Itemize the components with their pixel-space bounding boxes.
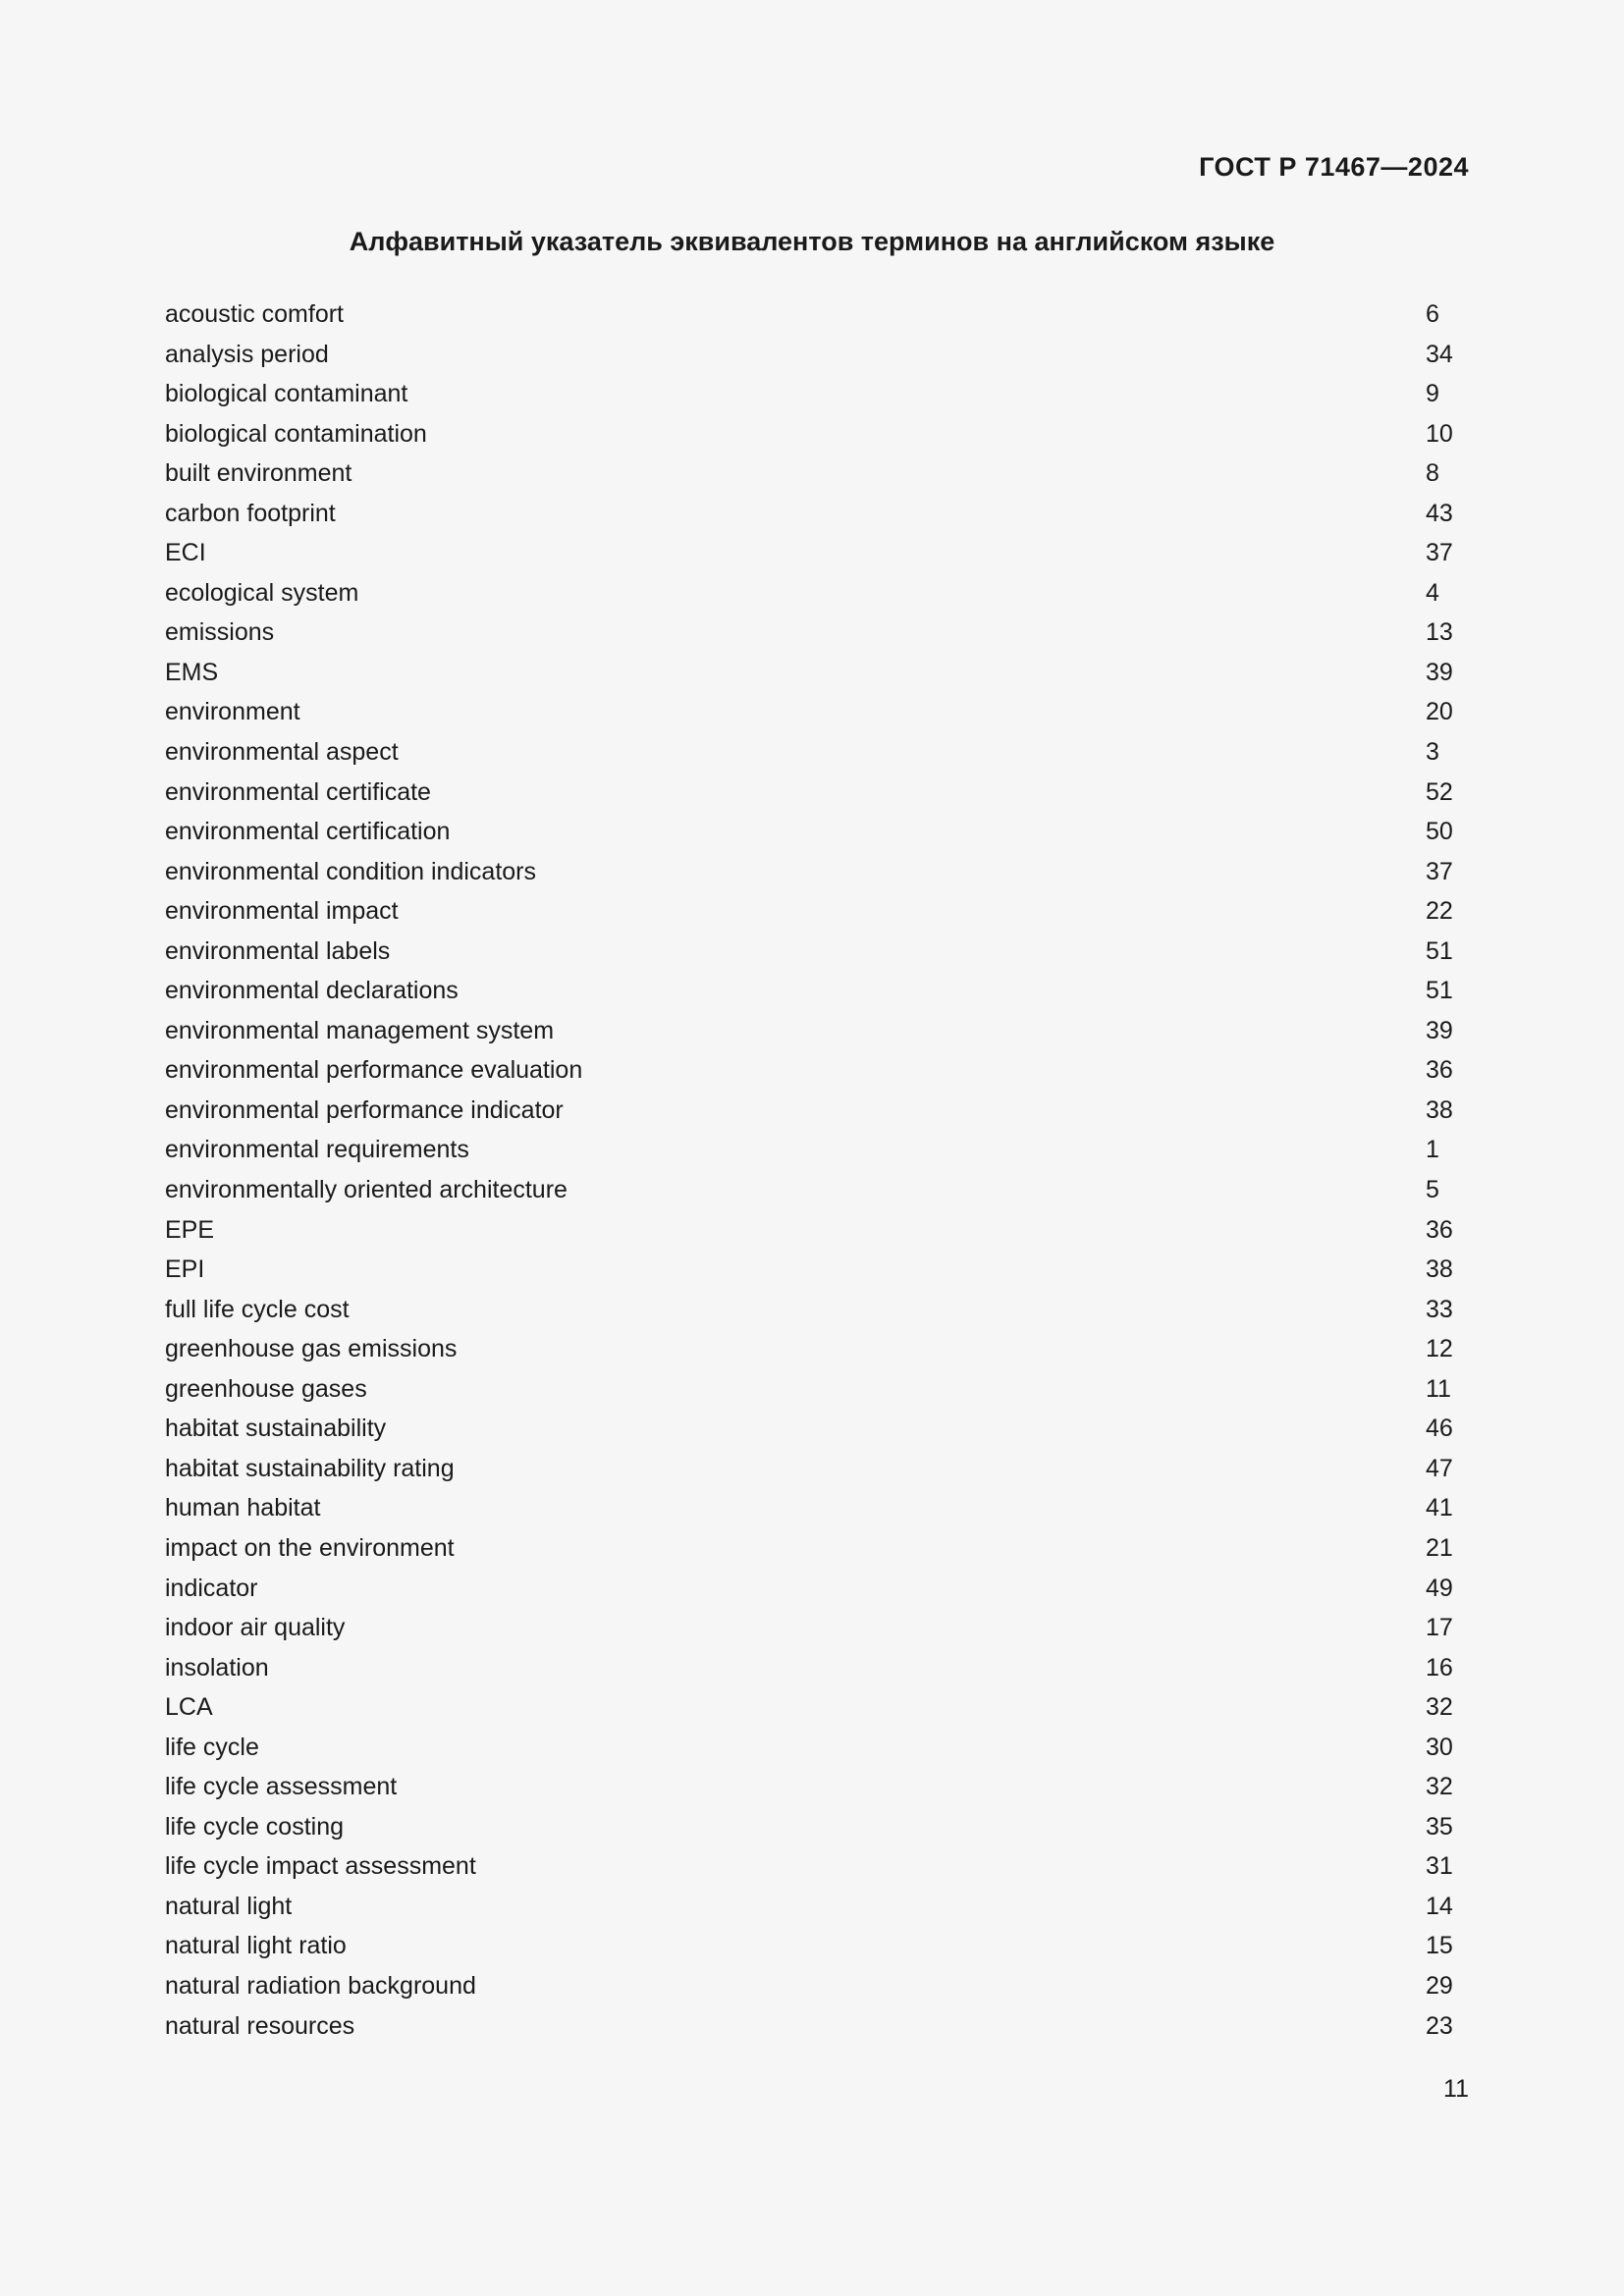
index-term: environment xyxy=(165,698,300,726)
index-term-number: 23 xyxy=(1426,2011,1453,2040)
index-term: environmental performance indicator xyxy=(165,1095,564,1124)
index-term-number: 31 xyxy=(1426,1852,1453,1881)
index-term-number: 38 xyxy=(1426,1095,1453,1124)
page-number: 11 xyxy=(1443,2075,1469,2103)
index-term-number: 49 xyxy=(1426,1574,1453,1602)
index-title: Алфавитный указатель эквивалентов терминов на английском языке xyxy=(349,227,1275,256)
index-entry xyxy=(165,494,1481,534)
index-term-number: 6 xyxy=(1426,300,1439,328)
index-term-number: 41 xyxy=(1426,1494,1453,1522)
index-entry xyxy=(165,1608,1481,1648)
index-term: impact on the environment xyxy=(165,1533,455,1562)
index-term-number: 29 xyxy=(1426,1971,1453,2000)
index-term: natural radiation background xyxy=(165,1971,476,2000)
index-term: environmental management system xyxy=(165,1016,555,1044)
index-term-number: 5 xyxy=(1426,1176,1439,1204)
index-entry xyxy=(165,1687,1481,1728)
index-term-number: 33 xyxy=(1426,1295,1453,1323)
index-entry xyxy=(165,414,1481,454)
index-entry xyxy=(165,1767,1481,1807)
index-term-number: 52 xyxy=(1426,777,1453,806)
index-term-number: 4 xyxy=(1426,578,1439,607)
index-entry xyxy=(165,1846,1481,1887)
index-entry xyxy=(165,454,1481,494)
index-entry xyxy=(165,1488,1481,1528)
index-term-number: 1 xyxy=(1426,1136,1439,1164)
index-term: LCA xyxy=(165,1693,213,1722)
index-term-number: 47 xyxy=(1426,1454,1453,1482)
index-term: life cycle costing xyxy=(165,1812,345,1841)
index-term-number: 51 xyxy=(1426,977,1453,1005)
index-term: emissions xyxy=(165,618,275,647)
index-entry xyxy=(165,1449,1481,1489)
index-entry xyxy=(165,1926,1481,1966)
index-entry xyxy=(165,812,1481,852)
index-entry xyxy=(165,1966,1481,2006)
index-term-number: 37 xyxy=(1426,857,1453,885)
index-term: analysis period xyxy=(165,340,329,368)
index-term-number: 35 xyxy=(1426,1812,1453,1841)
index-entry xyxy=(165,1409,1481,1449)
index-term: EPE xyxy=(165,1215,215,1244)
index-term-number: 21 xyxy=(1426,1533,1453,1562)
index-term: indoor air quality xyxy=(165,1614,346,1642)
index-term: environmental requirements xyxy=(165,1136,469,1164)
index-term: environmental aspect xyxy=(165,738,399,767)
index-term-number: 34 xyxy=(1426,340,1453,368)
index-term: environmental certificate xyxy=(165,777,431,806)
index-term: ecological system xyxy=(165,578,359,607)
index-term-number: 22 xyxy=(1426,897,1453,926)
index-term-number: 12 xyxy=(1426,1335,1453,1363)
index-entry xyxy=(165,1807,1481,1847)
index-entry xyxy=(165,1728,1481,1768)
index-term: natural light xyxy=(165,1892,293,1920)
index-entry xyxy=(165,1250,1481,1290)
index-entry xyxy=(165,573,1481,614)
index-entry xyxy=(165,1091,1481,1131)
index-entry xyxy=(165,533,1481,573)
index-entry xyxy=(165,613,1481,653)
index-term: built environment xyxy=(165,459,352,488)
index-term: greenhouse gases xyxy=(165,1374,367,1403)
index-term-number: 30 xyxy=(1426,1733,1453,1761)
index-entry xyxy=(165,1050,1481,1091)
index-term-number: 36 xyxy=(1426,1215,1453,1244)
index-term-number: 39 xyxy=(1426,658,1453,686)
index-entry xyxy=(165,1329,1481,1369)
index-entry xyxy=(165,732,1481,773)
index-term-number: 16 xyxy=(1426,1653,1453,1682)
index-entry xyxy=(165,1648,1481,1688)
index-entry xyxy=(165,1130,1481,1170)
index-term: life cycle impact assessment xyxy=(165,1852,476,1881)
index-term-number: 46 xyxy=(1426,1415,1453,1443)
index-term-number: 32 xyxy=(1426,1773,1453,1801)
index-entry xyxy=(165,1210,1481,1251)
index-term-number: 11 xyxy=(1426,1374,1451,1403)
index-entry xyxy=(165,971,1481,1011)
index-term: environmental certification xyxy=(165,818,451,846)
index-term-number: 17 xyxy=(1426,1614,1453,1642)
index-term-number: 13 xyxy=(1426,618,1453,647)
index-term: insolation xyxy=(165,1653,269,1682)
index-term-number: 14 xyxy=(1426,1892,1453,1920)
index-term: habitat sustainability xyxy=(165,1415,387,1443)
index-term-number: 20 xyxy=(1426,698,1453,726)
index-entry xyxy=(165,374,1481,414)
index-entry xyxy=(165,891,1481,932)
index-entry xyxy=(165,335,1481,375)
index-term: full life cycle cost xyxy=(165,1295,350,1323)
index-entry xyxy=(165,1170,1481,1210)
index-term: biological contaminant xyxy=(165,380,408,408)
document-code: ГОСТ Р 71467—2024 xyxy=(1199,152,1469,182)
index-term: environmental performance evaluation xyxy=(165,1056,583,1085)
index-term-number: 3 xyxy=(1426,738,1439,767)
index-term-number: 39 xyxy=(1426,1016,1453,1044)
index-term-number: 51 xyxy=(1426,936,1453,965)
index-term: EPI xyxy=(165,1255,205,1284)
index-entry xyxy=(165,773,1481,813)
index-entry xyxy=(165,852,1481,892)
index-term-number: 50 xyxy=(1426,818,1453,846)
index-term: natural resources xyxy=(165,2011,355,2040)
index-term: greenhouse gas emissions xyxy=(165,1335,458,1363)
index-term: environmental declarations xyxy=(165,977,459,1005)
index-term-number: 15 xyxy=(1426,1932,1453,1960)
index-term: indicator xyxy=(165,1574,258,1602)
index-term: human habitat xyxy=(165,1494,321,1522)
index-term: environmentally oriented architecture xyxy=(165,1176,568,1204)
index-entry xyxy=(165,692,1481,732)
index-entry xyxy=(165,1369,1481,1410)
index-entry xyxy=(165,294,1481,335)
index-term: life cycle xyxy=(165,1733,259,1761)
index-term-number: 9 xyxy=(1426,380,1439,408)
index-term-number: 36 xyxy=(1426,1056,1453,1085)
index-term-number: 32 xyxy=(1426,1693,1453,1722)
index-term-number: 37 xyxy=(1426,539,1453,567)
index-term: life cycle assessment xyxy=(165,1773,398,1801)
index-term: natural light ratio xyxy=(165,1932,347,1960)
index-term: environmental labels xyxy=(165,936,391,965)
index-entry xyxy=(165,1528,1481,1569)
index-entry xyxy=(165,1569,1481,1609)
index-term: acoustic comfort xyxy=(165,300,345,328)
index-term-number: 10 xyxy=(1426,419,1453,448)
index-term: environmental condition indicators xyxy=(165,857,536,885)
index-term-number: 43 xyxy=(1426,499,1453,527)
index-term: EMS xyxy=(165,658,219,686)
index-term: ECI xyxy=(165,539,206,567)
index-term: environmental impact xyxy=(165,897,399,926)
index-entry xyxy=(165,1290,1481,1330)
index-entry xyxy=(165,1887,1481,1927)
index-term: habitat sustainability rating xyxy=(165,1454,455,1482)
index-term-number: 38 xyxy=(1426,1255,1453,1284)
index-term: carbon footprint xyxy=(165,499,336,527)
index-term-number: 8 xyxy=(1426,459,1439,488)
index-entry xyxy=(165,932,1481,972)
index-entry xyxy=(165,2006,1481,2047)
index-list xyxy=(165,294,1481,2046)
index-entry xyxy=(165,653,1481,693)
index-entry xyxy=(165,1011,1481,1051)
index-term: biological contamination xyxy=(165,419,427,448)
